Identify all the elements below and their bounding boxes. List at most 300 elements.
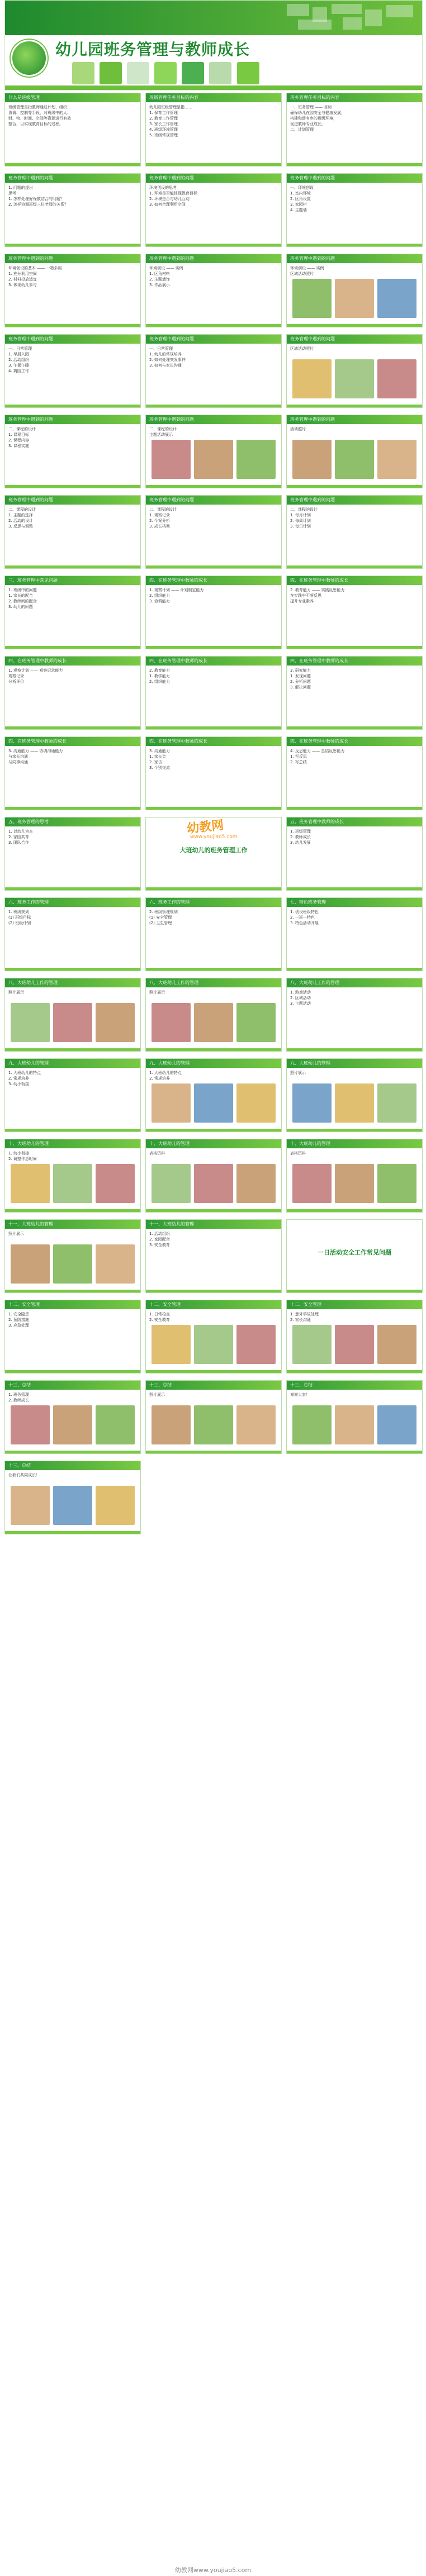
- slide-text-line: 1. 室内环境: [290, 191, 311, 196]
- slide-footer-bar: [287, 887, 422, 890]
- slide-footer-bar: [5, 646, 140, 649]
- slide-footer-bar: [146, 726, 281, 729]
- slide-thumbnail: [286, 1219, 423, 1293]
- slide-thumbnail: [286, 897, 423, 971]
- slide-thumbnail: [286, 1139, 423, 1213]
- slide-photo: [11, 1003, 50, 1042]
- title-slide: [4, 0, 423, 91]
- slide-thumbnail: [286, 415, 423, 488]
- slide-thumbnail: [145, 1219, 282, 1293]
- slide-text-line: 1. 幼儿的常规培养: [149, 352, 182, 357]
- slide-body: [5, 1068, 140, 1089]
- slide-photo: [236, 1325, 276, 1364]
- slide-thumbnail: [145, 1380, 282, 1454]
- slide-photo: [292, 279, 332, 318]
- slide-text-line: 思考：: [8, 191, 20, 196]
- slide-text-line: 1. 大班幼儿的特点: [8, 1071, 41, 1075]
- slide-text-line: 2. 家长沟通: [290, 1318, 311, 1322]
- slide-footer-bar: [5, 1451, 140, 1453]
- slide-photo: [96, 1164, 135, 1203]
- slide-header: 四、在班务管理中教师的成长: [287, 657, 422, 666]
- slide-thumbnail: [4, 1300, 141, 1373]
- slide-text-line: 1. 区角材料: [149, 272, 170, 276]
- slide-photo: [194, 1325, 233, 1364]
- slide-body: [146, 666, 281, 687]
- slide-thumbnail: [286, 334, 423, 408]
- slide-text-line: 让我们共同成长！: [8, 1473, 40, 1477]
- slide-footer-bar: [146, 324, 281, 327]
- slide-text-line: 照片展示: [290, 1071, 306, 1075]
- slide-text-line: 2. 预防措施: [8, 1318, 29, 1322]
- slide-footer-bar: [287, 405, 422, 407]
- watermark-logo: [168, 813, 263, 852]
- slide-photo: [53, 1003, 92, 1042]
- slide-header: 班务管理中遇到的问题: [287, 415, 422, 424]
- decorative-blocks: [287, 4, 415, 32]
- slide-thumbnail: [145, 1058, 282, 1132]
- slide-thumbnail: [4, 334, 141, 408]
- slide-thumbnail: [286, 576, 423, 649]
- slide-text-line: 3. 反思与调整: [8, 524, 33, 529]
- slide-text-line: 环境创设 —— 实例: [290, 266, 324, 270]
- slide-header: 九、大班幼儿的管理: [287, 1059, 422, 1068]
- logo-icon: [11, 40, 48, 77]
- slide-body: [5, 1309, 140, 1330]
- slide-text-line: 3. 作品展示: [149, 283, 170, 287]
- slide-text-line: 区域活动照片: [290, 346, 314, 351]
- slide-footer-bar: [146, 1451, 281, 1453]
- slide-text-line: 分析评价: [8, 679, 24, 684]
- slide-text-line: 4. 反思能力 —— 总结反思能力: [290, 749, 345, 753]
- slide-header: 六、班务工作的管理: [146, 898, 281, 907]
- slide-text-line: 3. 课程实施: [8, 444, 29, 448]
- slide-photo: [152, 1003, 191, 1042]
- slide-text-line: 2. 个案分析: [149, 519, 170, 523]
- slide-text-line: 2. 活动的设计: [8, 519, 33, 523]
- slide-photo: [96, 1486, 135, 1525]
- slide-header: 八、大班幼儿工作的管理: [5, 978, 140, 987]
- slide-footer-bar: [5, 324, 140, 327]
- slide-text-line: 1. 教学能力: [149, 674, 170, 678]
- slide-header: 十三、总结: [5, 1381, 140, 1390]
- slide-text-line: 1. 每月计划: [290, 513, 311, 517]
- slide-text-line: 一、日常管理: [149, 346, 173, 351]
- slide-text-line: 3. 幼儿的问题: [8, 605, 33, 609]
- slide-thumbnail: [145, 415, 282, 488]
- slide-footer-bar: [287, 1129, 422, 1132]
- slide-text-line: 1. 写反思: [290, 754, 307, 759]
- slide-header: 四、在班务管理中教师的成长: [5, 657, 140, 666]
- slide-text-line: 1. 观察计划 —— 计划制定能力: [149, 588, 204, 592]
- slide-text-line: 环境创设的思考: [149, 186, 177, 190]
- slide-thumbnail: [286, 736, 423, 810]
- footer: 幼教网www.youjiao5.com: [174, 2567, 252, 2574]
- slide-footer-bar: [287, 163, 422, 166]
- slide-header: 五、班务管理的思考: [5, 818, 140, 826]
- slide-text-line: 表格资料: [149, 1151, 165, 1156]
- slide-header: 班务管理中遇到的问题: [287, 174, 422, 183]
- slide-thumbnail: [145, 1139, 282, 1213]
- slide-body: [146, 1068, 281, 1083]
- slide-thumbnail: [286, 1300, 423, 1373]
- slide-footer-bar: [146, 887, 281, 890]
- slide-footer-bar: [5, 244, 140, 246]
- slide-text-line: 1. 创设班级特色: [290, 910, 319, 914]
- slide-footer-bar: [287, 324, 422, 327]
- slide-header: 十、大班幼儿的管理: [287, 1139, 422, 1148]
- slide-text-line: 3. 个别交流: [149, 766, 170, 770]
- slide-photo: [194, 1405, 233, 1444]
- slide-header: 八、大班幼儿工作的管理: [146, 978, 281, 987]
- slide-text-line: 3. 解决问题: [290, 685, 311, 690]
- slide-header: 班务管理中遇到的问题: [5, 415, 140, 424]
- slide-text-line: (2) 班级计划: [8, 921, 31, 925]
- slide-thumbnail: [4, 1461, 141, 1534]
- slide-header: 四、在班务管理中教师的成长: [146, 576, 281, 585]
- slide-photo: [53, 1405, 92, 1444]
- slide-thumbnail: [4, 978, 141, 1052]
- slide-photo: [152, 1164, 191, 1203]
- slide-body: [287, 585, 422, 606]
- slide-photo: [335, 440, 374, 479]
- slide-body: [287, 1148, 422, 1158]
- slide-text-line: 1. 观察计划 —— 观察记录能力: [8, 668, 63, 673]
- slide-thumbnail: [4, 1219, 141, 1293]
- slide-text-line: 2. 写总结: [290, 760, 307, 764]
- slide-body: [287, 1309, 422, 1325]
- slide-footer-bar: [5, 565, 140, 568]
- slide-footer-bar: [5, 1048, 140, 1051]
- slide-text-line: 3. 研究能力: [290, 668, 311, 673]
- slide-text-line: 3. 沟通能力: [149, 749, 170, 753]
- slide-footer-bar: [287, 968, 422, 971]
- slide-thumbnail: [286, 93, 423, 167]
- slide-thumbnail: [145, 897, 282, 971]
- slide-photo: [335, 1405, 374, 1444]
- slide-header: 十三、总结: [5, 1461, 140, 1470]
- slide-header: 什么是班级管理: [5, 93, 140, 102]
- slide-header: 十二、安全管理: [146, 1300, 281, 1309]
- slide-footer-bar: [5, 1129, 140, 1132]
- slide-text-line: 照片展示: [149, 990, 165, 995]
- slide-body: [146, 1309, 281, 1325]
- slide-text-line: 3. 家长工作管理: [149, 122, 178, 126]
- slide-text-line: 3. 每日计划: [290, 524, 311, 529]
- slide-text-line: 2. 教育能力: [149, 668, 170, 673]
- slide-photo: [152, 1325, 191, 1364]
- slide-body: [146, 263, 281, 290]
- slide-text-line: 1. 活动组织: [149, 1232, 170, 1236]
- slide-text-line: 一、环境创设: [290, 186, 314, 190]
- slide-text-line: 表格资料: [290, 1151, 306, 1156]
- slide-footer-bar: [287, 1209, 422, 1212]
- slide-header: 十一、大班幼儿的管理: [5, 1220, 140, 1229]
- slide-footer-bar: [5, 163, 140, 166]
- slide-header: 四、在班务管理中教师的成长: [146, 737, 281, 746]
- slide-text-line: 区域活动照片: [290, 272, 314, 276]
- slide-text-line: 1. 班级规划: [8, 910, 29, 914]
- slide-text-line: 2. 常规培养: [149, 1076, 170, 1081]
- slide-body: [287, 424, 422, 434]
- slide-text-line: 3. 午餐午睡: [8, 363, 29, 368]
- slide-body: [5, 1229, 140, 1239]
- slide-text-line: 2. 家园配合: [149, 1237, 170, 1242]
- slide-photo: [236, 440, 276, 479]
- slide-photo: [96, 1405, 135, 1444]
- slide-photo: [292, 1325, 332, 1364]
- slide-photo: [194, 440, 233, 479]
- slide-photo: [152, 1405, 191, 1444]
- slide-header: 九、大班幼儿的管理: [5, 1059, 140, 1068]
- slide-thumbnail: [4, 656, 141, 730]
- slide-photo: [377, 1405, 416, 1444]
- slide-footer-bar: [146, 163, 281, 166]
- slide-text-line: 3. 幼小衔接: [8, 1082, 29, 1086]
- slide-thumbnail: [145, 93, 282, 167]
- slide-header: 四、在班务管理中教师的成长: [5, 737, 140, 746]
- slide-header: 六、班务工作的管理: [5, 898, 140, 907]
- slide-text-line: 确保幼儿在园安全与健康发展，: [290, 111, 345, 115]
- slide-header: 十二、安全管理: [5, 1300, 140, 1309]
- slide-text-line: 1. 早晨入园: [8, 352, 29, 357]
- slide-footer-bar: [287, 1290, 422, 1292]
- slide-footer-bar: [5, 1209, 140, 1212]
- slide-footer-bar: [5, 887, 140, 890]
- slide-text-line: 照片展示: [8, 990, 24, 995]
- slide-text-line: 2. 区域活动: [290, 996, 311, 1000]
- slide-thumbnail: [4, 415, 141, 488]
- slide-text-line: 主题活动展示: [149, 432, 173, 437]
- slide-photo: [292, 440, 332, 479]
- slide-thumbnail: [145, 254, 282, 327]
- slide-text-line: 2. 活动组织: [8, 358, 29, 362]
- slide-thumbnail: [286, 817, 423, 891]
- slide-footer-bar: [5, 405, 140, 407]
- slide-center-title: 大班幼儿的班务管理工作: [179, 847, 248, 854]
- slide-photo: [335, 359, 374, 398]
- slide-footer-bar: [146, 565, 281, 568]
- slide-text-line: 2. 教师间的配合: [8, 599, 37, 603]
- slide-body: [146, 907, 281, 928]
- slide-body: [287, 987, 422, 1009]
- slide-text-line: 2. 组织能力: [149, 593, 170, 598]
- slide-thumbnail: [145, 334, 282, 408]
- slide-thumbnail: [286, 656, 423, 730]
- slide-header: 八、大班幼儿工作的管理: [287, 978, 422, 987]
- slide-body: [287, 102, 422, 135]
- slide-footer-bar: [146, 807, 281, 810]
- slide-text-line: 3. 协调能力: [149, 599, 170, 603]
- slide-text-line: 二、课程的设计: [8, 507, 36, 512]
- slide-photo: [335, 1164, 374, 1203]
- slide-photo: [194, 1003, 233, 1042]
- slide-text-line: 与同事沟通: [8, 760, 28, 764]
- slide-text-line: 2. 如何处理突发事件: [149, 358, 186, 362]
- slide-header: 四、在班务管理中教师的成长: [287, 576, 422, 585]
- slide-footer-bar: [146, 244, 281, 246]
- watermark-sub: www.youjiao5.com: [190, 834, 238, 840]
- slide-text-line: 二、课程的设计: [149, 507, 177, 512]
- slide-body: [287, 263, 422, 279]
- slide-thumbnail: [4, 817, 141, 891]
- slide-body: [5, 826, 140, 848]
- slide-photo: [53, 1164, 92, 1203]
- slide-photo: [377, 440, 416, 479]
- slide-text-line: 观察记录: [8, 674, 24, 678]
- slide-header: 班务管理中遇到的问题: [5, 496, 140, 505]
- slide-thumbnail: [286, 254, 423, 327]
- slide-text-line: 1. 怎样处理好保教结合的问题？: [8, 197, 64, 201]
- slide-footer-bar: [287, 726, 422, 729]
- slide-text-line: (2) 卫生管理: [149, 921, 172, 925]
- title-bottom-bar: [5, 85, 422, 90]
- slide-header: 班务管理中遇到的问题: [5, 335, 140, 344]
- slide-header: 班务管理中遇到的问题: [5, 254, 140, 263]
- slide-photo: [194, 1164, 233, 1203]
- slide-footer-bar: [5, 1370, 140, 1373]
- slide-text-line: 4. 主题墙: [290, 208, 307, 212]
- slide-footer-bar: [146, 405, 281, 407]
- slide-thumbnail: [145, 736, 282, 810]
- slide-photo: [53, 1244, 92, 1284]
- slide-text-line: 照片展示: [149, 1392, 165, 1397]
- slide-body: [146, 1148, 281, 1158]
- slide-body: [287, 1390, 422, 1400]
- slide-body: [287, 907, 422, 928]
- slide-body: [287, 183, 422, 215]
- slide-body: [5, 1390, 140, 1405]
- slide-photo: [152, 1083, 191, 1123]
- slide-text-line: 2. 班级管理规划: [149, 910, 178, 914]
- slide-text-line: 在实践中不断反思: [290, 593, 321, 598]
- slide-thumbnail: [4, 1058, 141, 1132]
- slide-footer-bar: [146, 968, 281, 971]
- slide-photo: [96, 1244, 135, 1284]
- slide-text-line: 3. 幼儿发展: [290, 840, 311, 845]
- slide-text-line: 提升专业素养: [290, 599, 314, 603]
- slide-photo: [152, 440, 191, 479]
- slide-header: 四、在班务管理中教师的成长: [287, 737, 422, 746]
- slide-body: [146, 505, 281, 531]
- slide-text-line: 5. 班级常规管理: [149, 133, 178, 137]
- slide-footer-bar: [5, 1290, 140, 1292]
- slide-text-line: 2. 安全教育: [149, 1318, 170, 1322]
- slide-text-line: 2. 课程内容: [8, 438, 29, 443]
- slide-text-line: 2. 每周计划: [290, 519, 311, 523]
- slide-body: [5, 585, 140, 612]
- slide-text-line: 1. 班级中的问题: [8, 588, 37, 592]
- slide-thumbnail: [286, 495, 423, 569]
- slide-body: [5, 1148, 140, 1164]
- slide-header: 十、大班幼儿的管理: [146, 1139, 281, 1148]
- slide-body: [146, 1229, 281, 1250]
- slide-header: 班务管理中遇到的问题: [287, 496, 422, 505]
- slide-header: 七、特色班务管理: [287, 898, 422, 907]
- slide-text-line: 1. 班级管理: [290, 829, 311, 834]
- slide-thumbnail: [286, 978, 423, 1052]
- slide-text-line: 2. 家访: [149, 760, 162, 764]
- slide-footer-bar: [146, 1209, 281, 1212]
- slide-text-line: 二、课程的设计: [8, 427, 36, 431]
- slide-text-line: 幼儿园班级管理是指……: [149, 105, 192, 110]
- slide-header: 班务管理中遇到的问题: [146, 174, 281, 183]
- slide-text-line: 整合，以实现教育目标的过程。: [8, 122, 63, 126]
- slide-text-line: 班级管理是指教师通过计划、组织、: [8, 105, 71, 110]
- slide-text-line: 4. 离园工作: [8, 369, 29, 373]
- slide-text-line: 环境创设的基本 —— 一物多用: [8, 266, 62, 270]
- slide-text-line: 2. 怎样协调班级三位老师的关系？: [8, 202, 68, 207]
- slide-footer-bar: [5, 726, 140, 729]
- slide-body: [146, 987, 281, 997]
- slide-body: [287, 826, 422, 848]
- slide-body: [5, 907, 140, 928]
- slide-photo: [236, 1003, 276, 1042]
- slide-text-line: 3. 特色活动开展: [290, 921, 319, 925]
- slide-text-line: 1. 观察记录: [149, 513, 170, 517]
- slide-body: [5, 666, 140, 687]
- slide-text-line: (1) 班级目标: [8, 915, 31, 920]
- slide-text-line: 照片展示: [8, 1232, 24, 1236]
- slide-text-line: 2. 组织能力: [149, 679, 170, 684]
- slide-text-line: 1. 家长的配合: [8, 593, 33, 598]
- slide-body: [287, 1068, 422, 1078]
- slide-footer-bar: [5, 485, 140, 488]
- slide-header: 班务管理中遇到的问题: [146, 335, 281, 344]
- slide-footer-bar: [146, 1129, 281, 1132]
- slide-text-line: 二、课程的设计: [290, 507, 318, 512]
- slide-header: 十一、大班幼儿的管理: [146, 1220, 281, 1229]
- slide-photo: [335, 279, 374, 318]
- slide-header: 四、在班务管理中教师的成长: [146, 657, 281, 666]
- slide-body: [146, 183, 281, 210]
- slide-photo: [236, 1083, 276, 1123]
- slide-text-line: 1. 游戏活动: [290, 990, 311, 995]
- slide-text-line: 1. 家长会: [149, 754, 166, 759]
- slide-text-line: 2. 教育能力 —— 实践反思能力: [290, 588, 345, 592]
- watermark-text: 幼教网: [186, 818, 225, 837]
- slide-thumbnail: [145, 495, 282, 569]
- slide-text-line: 3. 主题活动: [290, 1001, 311, 1006]
- slide-thumbnail: [4, 897, 141, 971]
- slide-center-title: 一日活动安全工作常见问题: [318, 1249, 391, 1256]
- slide-footer-bar: [5, 807, 140, 810]
- slide-text-line: 3. 如何与家长沟通: [149, 363, 182, 368]
- slide-thumbnail: [4, 736, 141, 810]
- slide-text-line: 谢谢大家！: [290, 1392, 310, 1397]
- slide-text-line: 4. 班级环境管理: [149, 127, 178, 132]
- slide-header: 班务管理任务目标的内容: [287, 93, 422, 102]
- slide-photo: [11, 1486, 50, 1525]
- slide-text-line: 二、计划管理: [290, 127, 314, 132]
- slide-photo: [292, 1164, 332, 1203]
- slide-body: [5, 263, 140, 290]
- slide-footer-bar: [287, 565, 422, 568]
- title-top-band: [5, 1, 422, 35]
- slide-text-line: 活动照片: [290, 427, 306, 431]
- slide-header: 三、班务管理中常见问题: [5, 576, 140, 585]
- slide-text-line: 3. 安全教育: [149, 1243, 170, 1247]
- slide-thumbnail: [145, 656, 282, 730]
- slide-text-line: 1. 环境是否能体现教育目标: [149, 191, 197, 196]
- slide-text-line: 一、日常管理: [8, 346, 32, 351]
- slide-thumbnail: [4, 1139, 141, 1213]
- slide-thumbnail: [145, 1300, 282, 1373]
- slide-text-line: 1. 意外事故处理: [290, 1312, 319, 1316]
- slide-photo: [96, 1003, 135, 1042]
- slide-header: 班务管理中遇到的问题: [287, 335, 422, 344]
- slide-header: 十三、总结: [146, 1381, 281, 1390]
- slide-footer-bar: [146, 1290, 281, 1292]
